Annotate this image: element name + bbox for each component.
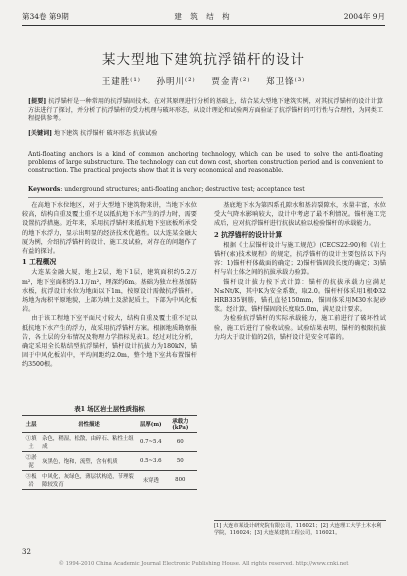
table-header-cell: 岩性描述 [40,416,138,433]
left-column [22,201,197,370]
abstract-separator [28,197,383,198]
table-cell: 0.7~5.4 [138,433,164,452]
keywords-cn [28,130,383,139]
body-paragraph: 大连某金融大厦，地上2层，地下1层，建筑面积约5.2万m²，地下室面积约3.1万m²，埋深约6m。基础为独立柱基加防水板，抗浮设计水位为地面以下1m，按原设计需做抗浮锚杆。场地为海积平原地貌，上部为填土及淤泥质土，下部为中风化板岩。 [22,269,197,314]
body-paragraph: 在高地下水位地区，对于大型地下建筑物来讲，当地下水位较高，结构自重及覆土重不足以抵抗地下水产生的浮力时，需要设置抗浮措施。近年来，采用抗浮锚杆来抵抗地下室底板所承受的地下水浮力，显示出明显的经济技术优越性。以大连某金融大厦为例，介绍抗浮锚杆的设计、施工及试验，对存在的问题作了有益的探讨。 [22,202,197,256]
keywords-text: 地下建筑 抗浮锚杆 破坏形态 抗拔试验 [54,130,158,137]
section-heading: 1 工程概况 [22,258,57,267]
table-cell: 未穿透 [138,471,164,490]
journal-name: 建 筑 结 构 [174,12,233,21]
section-heading: 2 抗浮锚杆的设计计算 [214,230,283,239]
issue-info: 第34卷 第9期 [22,12,69,21]
body-paragraph: 基底地下水为第四系孔隙水和基岩裂隙水，水量丰富，水位受大气降水影响较大，设计中考虑了最不利情况。锚杆施工完成后，应对抗浮锚杆进行抗拔试验以检验锚杆的承载能力。 [214,202,386,228]
author-list [0,75,407,87]
strata-table [22,415,197,490]
table-cell: 60 [164,433,197,452]
table-header-cell: 承载力(kPa) [164,416,197,433]
table-cell: 50 [164,452,197,471]
table-row [22,452,197,471]
keywords-en-label: Keywords [28,186,61,193]
table-cell: ②淤泥 [22,452,40,471]
keywords-en [28,186,383,195]
author-name: 王建胜⁽¹⁾ [101,77,141,87]
table-cell: 中风化，灰绿色，薄层状构造，节理裂隙较发育 [40,471,138,490]
copyright-line: © 1994-2010 China Academic Journal Electronic Publishing House. All rights reserved. http://www.cnki.net [58,561,349,567]
body-paragraph: 根据《土层锚杆设计与施工规范》(CECS22:90)和《岩土锚杆(索)技术规程》的规定，抗浮锚杆的设计主要包括以下内容：1)锚杆杆体截面的确定；2)锚杆锚固段长度的确定；3)锚杆与岩土体之间的抗拔承载力验算。 [214,241,386,277]
right-column [214,201,386,342]
body-paragraph: 锚杆设计拔力按下式计算：锚杆的抗拔承载力应满足N≤Nt/K，其中K为安全系数，取2.0。锚杆杆体采用1根Φ32 HRB335钢筋，锚孔直径150mm，锚固体采用M30水泥砂浆。经计算，锚杆锚固段长度取5.0m，满足设计要求。 [214,278,386,314]
table-row [22,471,197,490]
author-name: 贾金青⁽²⁾ [211,77,251,87]
table-cell: 灰黑色，饱和，流塑，含有机质 [40,452,138,471]
publication-date: 2004年 9月 [343,12,385,21]
author-name: 孙明川⁽²⁾ [156,77,196,87]
keywords-label: [关键词] [28,130,53,137]
body-paragraph: 由于该工程地下室平面尺寸较大，结构自重及覆土重不足以抵抗地下水产生的浮力，故采用抗浮锚杆方案。根据地质勘察报告，各土层的分布情况及物理力学指标见表1。经过对比分析，确定采用全长粘结型抗浮锚杆，锚杆设计抗拔力为180kN，锚固于中风化板岩中，平均间距约2.0m，整个地下室共布置锚杆约3500根。 [22,315,197,369]
table-cell: ①填土 [22,433,40,452]
table-header-cell: 土层 [22,416,40,433]
table-caption: 表1 场区岩土层性质指标 [74,405,145,413]
table-row [22,433,197,452]
abstract-en: Anti-floating anchors is a kind of common anchoring technology, which can be used to solve the anti-floating problems of large substructure. The technology can cut down cost, shorten construction period and is convenient to construction. The practical projects show that it is very economical and reasonable. [28,151,383,175]
table-header-row [22,416,197,433]
page-number: 32 [22,548,31,556]
paper-title: 某大型地下建筑抗浮锚杆的设计 [102,52,305,68]
abstract-cn [28,98,383,124]
table-cell: 杂色，稍湿，松散，由碎石、粘性土组成 [40,433,138,452]
author-name: 郑卫锋⁽³⁾ [266,77,306,87]
abstract-label: [提要] [28,98,47,105]
table-cell: 0.5~3.6 [138,452,164,471]
running-header [22,11,385,23]
table-header-cell: 层厚(m) [138,416,164,433]
affiliation-footnote: [1] 大连市某设计研究院有限公司，116021；[2] 大连理工大学土木水利学院，116024；[3] 大连某建筑工程公司，116021。 [214,520,386,537]
header-rule [22,25,385,26]
keywords-en-text: : underground structures; anti-floating anchor; destructive test; acceptance test [60,186,305,193]
table-cell: 800 [164,471,197,490]
abstract-text: 抗浮锚杆是一种常用的抗浮锚固技术。在对其原理进行分析的基础上，结合某大型地下建筑实例，对其抗浮锚杆的设计计算方法进行了探讨，并分析了抗浮锚杆的受力机理与破坏形态，从设计理论和试验两方面验证了抗浮锚杆的可行性与合理性，为同类工程提供参考。 [28,98,383,123]
table-cell: ③板岩 [22,471,40,490]
body-paragraph: 为检验抗浮锚杆的实际承载能力，施工前进行了破坏性试验，施工后进行了验收试验。试验结果表明，锚杆的极限抗拔力均大于设计值的2倍，锚杆设计是安全可靠的。 [214,315,386,341]
